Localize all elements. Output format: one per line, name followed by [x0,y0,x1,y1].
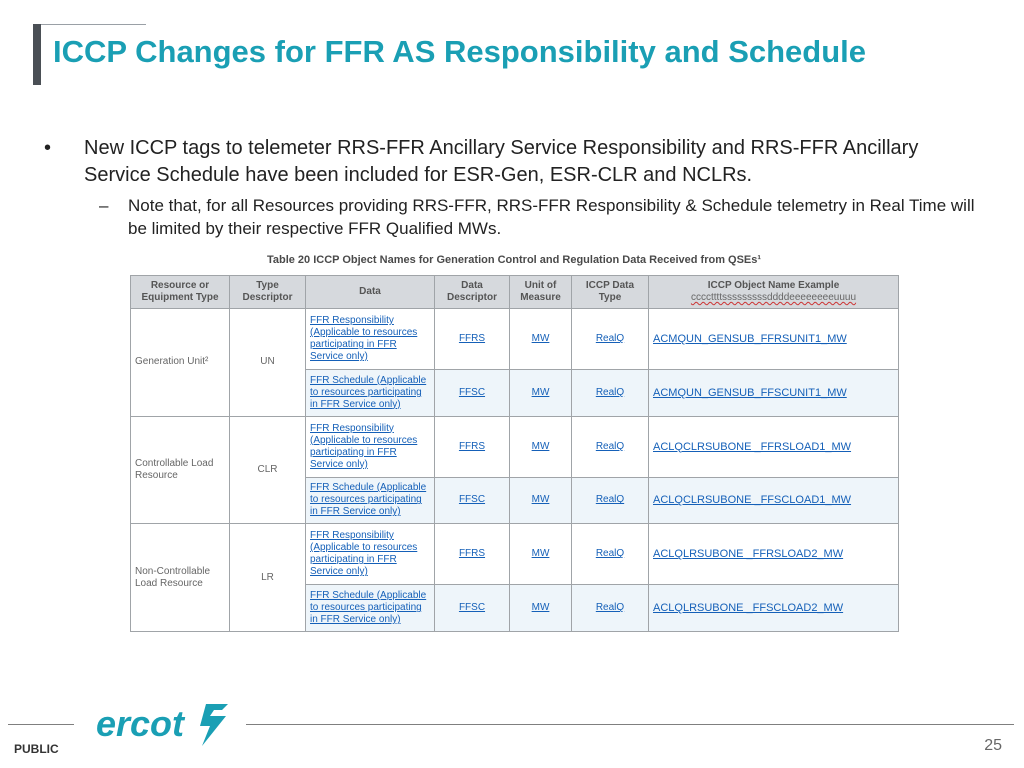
resource-cell: Generation Unit² [131,309,230,417]
logo-wordmark: ercot [96,703,185,744]
data-cell[interactable]: FFR Responsibility (Applicable to resources participating in FFR Service only) [306,524,435,585]
data-cell[interactable]: FFR Schedule (Applicable to resources participating in FFR Service only) [306,370,435,417]
header-example-label: ICCP Object Name Example [707,280,840,291]
header-example [649,276,899,309]
object-name-cell[interactable]: ACMQUN_GENSUB_FFSCUNIT1_MW [649,370,899,417]
resource-cell: Controllable Load Resource [131,416,230,524]
classification-label: PUBLIC [14,742,59,756]
unit-cell[interactable]: MW [510,524,572,585]
iccp-type-cell[interactable]: RealQ [572,585,649,632]
iccp-type-cell[interactable]: RealQ [572,416,649,477]
sub-bullet-glyph: – [99,196,109,215]
descriptor-cell[interactable]: FFSC [435,585,510,632]
table-row [131,416,899,477]
type-cell: LR [230,524,306,632]
footer-rule-left [8,724,74,725]
descriptor-cell[interactable]: FFRS [435,309,510,370]
sub-bullet-text: Note that, for all Resources providing RRS-FFR, RRS-FFR Responsibility & Schedule telemetry in Real Time will be limited by their respective FFR Qualified MWs. [128,196,975,238]
table-row [131,524,899,585]
data-cell[interactable]: FFR Responsibility (Applicable to resources participating in FFR Service only) [306,416,435,477]
descriptor-cell[interactable]: FFSC [435,370,510,417]
header-data: Data [306,276,435,309]
unit-cell[interactable]: MW [510,585,572,632]
page-number: 25 [984,737,1002,754]
object-name-cell[interactable]: ACLQCLRSUBONE _FFSCLOAD1_MW [649,477,899,524]
footer-rule-right [246,724,1014,725]
lightning-bolt-icon [200,704,228,746]
header-type: Type Descriptor [230,276,306,309]
resource-cell: Non-Controllable Load Resource [131,524,230,632]
object-name-cell[interactable]: ACMQUN_GENSUB_FFRSUNIT1_MW [649,309,899,370]
descriptor-cell[interactable]: FFSC [435,477,510,524]
iccp-type-cell[interactable]: RealQ [572,524,649,585]
data-cell[interactable]: FFR Responsibility (Applicable to resources participating in FFR Service only) [306,309,435,370]
iccp-table-wrapper [130,275,898,632]
table-header-row [131,276,899,309]
data-cell[interactable]: FFR Schedule (Applicable to resources participating in FFR Service only) [306,477,435,524]
bullet-text: New ICCP tags to telemeter RRS-FFR Ancillary Service Responsibility and RRS-FFR Ancillary Service Schedule have been included for ESR-Gen, ESR-CLR and NCLRs. [84,137,919,186]
header-iccp-type: ICCP Data Type [572,276,649,309]
table-caption: Table 20 ICCP Object Names for Generation Control and Regulation Data Received from QSEs¹ [266,254,762,266]
iccp-type-cell[interactable]: RealQ [572,477,649,524]
title-accent-bar [33,24,41,85]
iccp-object-table [130,275,899,632]
bullet-glyph: • [44,137,52,159]
descriptor-cell[interactable]: FFRS [435,416,510,477]
header-unit: Unit of Measure [510,276,572,309]
header-example-format: ccccttttsssssssssddddeeeeeeeeuuuu [690,292,857,303]
object-name-cell[interactable]: ACLQLRSUBONE _FFRSLOAD2_MW [649,524,899,585]
unit-cell[interactable]: MW [510,477,572,524]
slide-title: ICCP Changes for FFR AS Responsibility and Schedule [53,34,867,69]
header-data-descriptor: Data Descriptor [435,276,510,309]
unit-cell[interactable]: MW [510,309,572,370]
object-name-cell[interactable]: ACLQCLRSUBONE _FFRSLOAD1_MW [649,416,899,477]
unit-cell[interactable]: MW [510,416,572,477]
object-name-cell[interactable]: ACLQLRSUBONE _FFSCLOAD2_MW [649,585,899,632]
header-resource: Resource or Equipment Type [131,276,230,309]
type-cell: UN [230,309,306,417]
ercot-logo [96,700,230,750]
data-cell[interactable]: FFR Schedule (Applicable to resources participating in FFR Service only) [306,585,435,632]
title-rule [41,24,146,25]
iccp-type-cell[interactable]: RealQ [572,370,649,417]
type-cell: CLR [230,416,306,524]
descriptor-cell[interactable]: FFRS [435,524,510,585]
table-row [131,309,899,370]
iccp-type-cell[interactable]: RealQ [572,309,649,370]
unit-cell[interactable]: MW [510,370,572,417]
